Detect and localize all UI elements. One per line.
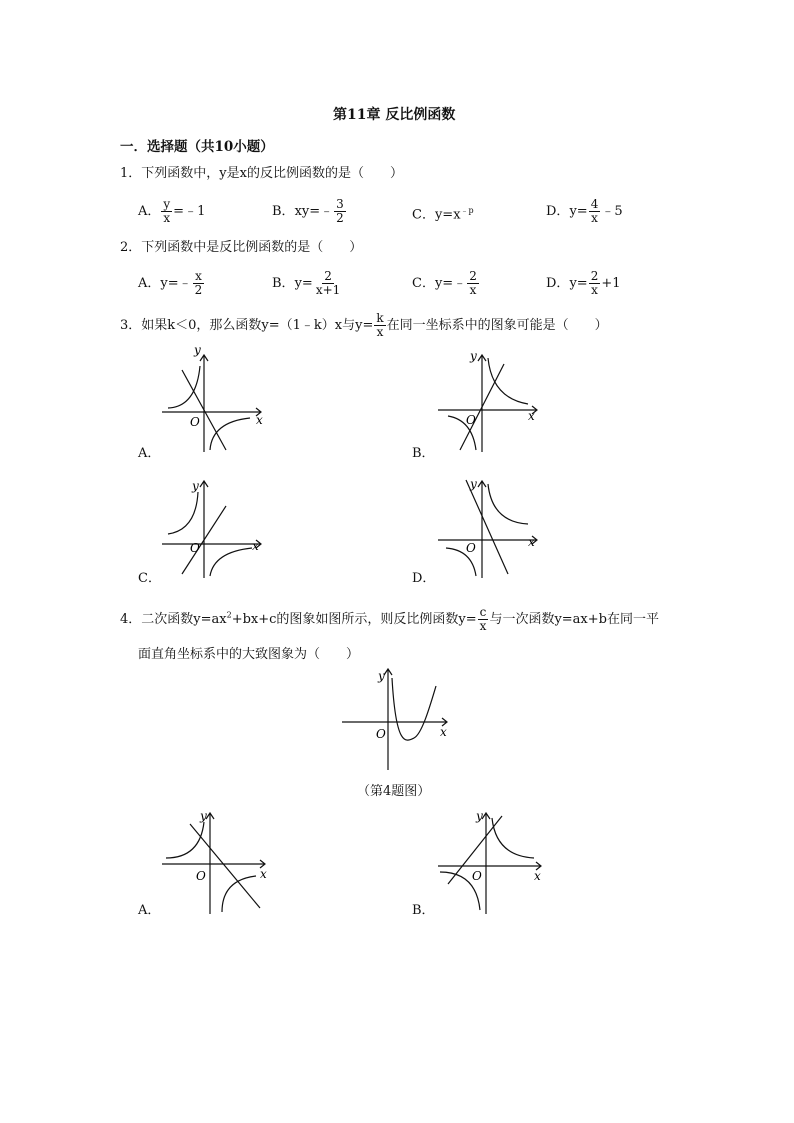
x-axis-label: x bbox=[252, 539, 259, 553]
question-2-option-c[interactable] bbox=[412, 270, 480, 297]
denominator: x bbox=[469, 283, 477, 297]
option-text: y= bbox=[569, 276, 588, 291]
fraction bbox=[161, 198, 172, 225]
fraction bbox=[314, 270, 342, 297]
question-2-option-d[interactable] bbox=[546, 270, 621, 297]
option-label: C． bbox=[412, 276, 435, 291]
fraction bbox=[193, 270, 205, 297]
exponent: ﹣p bbox=[460, 206, 474, 215]
stem-text: 与一次函数y=ax+b在同一平 bbox=[489, 612, 659, 627]
option-text: ﹣5 bbox=[601, 204, 623, 219]
q3-label-a: A． bbox=[138, 446, 161, 461]
x-axis-label: x bbox=[260, 867, 267, 881]
stem-text: 4．二次函数y=ax bbox=[120, 612, 227, 627]
q3-graph-b[interactable] bbox=[436, 349, 546, 452]
option-label: B． bbox=[272, 276, 295, 291]
q4-label-b: B． bbox=[412, 903, 435, 918]
q4-graph-a[interactable] bbox=[160, 810, 272, 914]
hyperbola-branch bbox=[210, 418, 250, 450]
fraction bbox=[374, 312, 385, 339]
x-axis-label: x bbox=[440, 725, 447, 739]
stem-text: +bx+c的图象如图所示，则反比例函数y= bbox=[231, 612, 477, 627]
hyperbola-branch bbox=[222, 876, 256, 912]
y-axis-label: y bbox=[194, 343, 201, 357]
y-axis-label: y bbox=[192, 479, 199, 493]
y-axis-label: y bbox=[470, 477, 477, 491]
question-1-option-d[interactable] bbox=[546, 198, 623, 225]
stem-text: 在同一坐标系中的图象可能是（ ） bbox=[386, 318, 608, 333]
q3-label-d: D． bbox=[412, 571, 436, 586]
numerator: k bbox=[376, 311, 384, 325]
stem-text: 3．如果k＜0，那么函数y=（1﹣k）x与y= bbox=[120, 318, 374, 333]
y-axis-label: y bbox=[378, 669, 385, 683]
fraction bbox=[589, 270, 601, 297]
origin-label: O bbox=[472, 869, 482, 883]
option-label: D． bbox=[546, 204, 570, 219]
denominator: x+1 bbox=[315, 283, 341, 297]
page-title: 第11章 反比例函数 bbox=[333, 107, 456, 123]
origin-label: O bbox=[196, 869, 206, 883]
option-label: A． bbox=[138, 276, 161, 291]
origin-label: O bbox=[466, 541, 476, 555]
question-2-option-b[interactable] bbox=[272, 270, 343, 297]
hyperbola-branch bbox=[488, 358, 528, 404]
option-label: D． bbox=[546, 276, 570, 291]
parabola-curve bbox=[392, 678, 436, 740]
option-label: B． bbox=[272, 204, 295, 219]
question-4-stem bbox=[120, 606, 659, 633]
option-text: +1 bbox=[601, 276, 621, 291]
denominator: 2 bbox=[336, 211, 344, 225]
hyperbola-branch bbox=[166, 822, 204, 858]
line-graph bbox=[466, 480, 508, 574]
x-axis-label: x bbox=[534, 869, 541, 883]
hyperbola-branch bbox=[488, 484, 528, 524]
origin-label: O bbox=[190, 415, 200, 429]
x-axis-label: x bbox=[528, 409, 535, 423]
section-heading: 一．选择题（共10小题） bbox=[120, 139, 274, 155]
denominator: x bbox=[376, 325, 384, 339]
q3-label-c: C． bbox=[138, 571, 161, 586]
x-axis-label: x bbox=[528, 535, 535, 549]
q4-label-a: A． bbox=[138, 903, 161, 918]
numerator: 4 bbox=[590, 197, 599, 211]
option-label: A． bbox=[138, 204, 161, 219]
q3-graph-a[interactable] bbox=[160, 343, 270, 452]
y-axis-label: y bbox=[470, 349, 477, 363]
origin-label: O bbox=[376, 727, 386, 741]
question-1-option-c[interactable] bbox=[412, 202, 474, 224]
denominator: x bbox=[163, 211, 171, 225]
x-axis-label: x bbox=[256, 413, 263, 427]
fraction bbox=[478, 606, 489, 633]
question-2-stem: 2．下列函数中是反比例函数的是（ ） bbox=[120, 240, 363, 255]
question-1-option-b[interactable] bbox=[272, 198, 347, 225]
q4-parabola-figure[interactable] bbox=[342, 666, 454, 770]
q3-graph-d[interactable] bbox=[436, 478, 546, 578]
numerator: 2 bbox=[324, 269, 332, 283]
denominator: x bbox=[591, 211, 598, 225]
option-text: y=﹣ bbox=[160, 276, 192, 291]
option-text: =﹣1 bbox=[173, 204, 206, 219]
figure-caption: （第4题图） bbox=[357, 784, 431, 799]
numerator: c bbox=[479, 605, 487, 619]
fraction bbox=[334, 198, 346, 225]
fraction bbox=[589, 198, 601, 225]
q4-graph-b[interactable] bbox=[436, 810, 548, 914]
option-label: C． bbox=[412, 207, 435, 223]
numerator: 2 bbox=[469, 269, 477, 283]
fraction bbox=[467, 270, 479, 297]
numerator: 3 bbox=[336, 197, 344, 211]
denominator: x bbox=[591, 283, 598, 297]
question-2-option-a[interactable] bbox=[138, 270, 205, 297]
numerator: y bbox=[163, 197, 171, 211]
question-4-stem-line-2: 面直角坐标系中的大致图象为（ ） bbox=[138, 647, 360, 662]
question-3-stem bbox=[120, 312, 608, 339]
q3-label-b: B． bbox=[412, 446, 435, 461]
numerator: 2 bbox=[590, 269, 599, 283]
option-text: y= bbox=[294, 276, 313, 291]
y-axis-label: y bbox=[200, 809, 207, 823]
question-1-stem: 1．下列函数中，y是x的反比例函数的是（ ） bbox=[120, 166, 403, 181]
denominator: 2 bbox=[194, 283, 203, 297]
y-axis-label: y bbox=[476, 809, 483, 823]
option-text: y=x bbox=[434, 207, 461, 223]
hyperbola-branch bbox=[168, 366, 200, 408]
hyperbola-branch bbox=[210, 548, 252, 576]
q3-graph-c[interactable] bbox=[160, 478, 270, 578]
denominator: x bbox=[479, 619, 487, 633]
option-text: xy=﹣ bbox=[294, 204, 334, 219]
origin-label: O bbox=[466, 413, 476, 427]
numerator: x bbox=[195, 269, 202, 283]
exponent: 2 bbox=[226, 610, 232, 620]
option-text: y= bbox=[569, 204, 588, 219]
question-1-option-a[interactable] bbox=[138, 198, 205, 225]
hyperbola-branch bbox=[168, 492, 198, 534]
hyperbola-branch bbox=[492, 818, 534, 858]
option-text: y=﹣ bbox=[434, 276, 467, 291]
origin-label: O bbox=[190, 541, 200, 555]
